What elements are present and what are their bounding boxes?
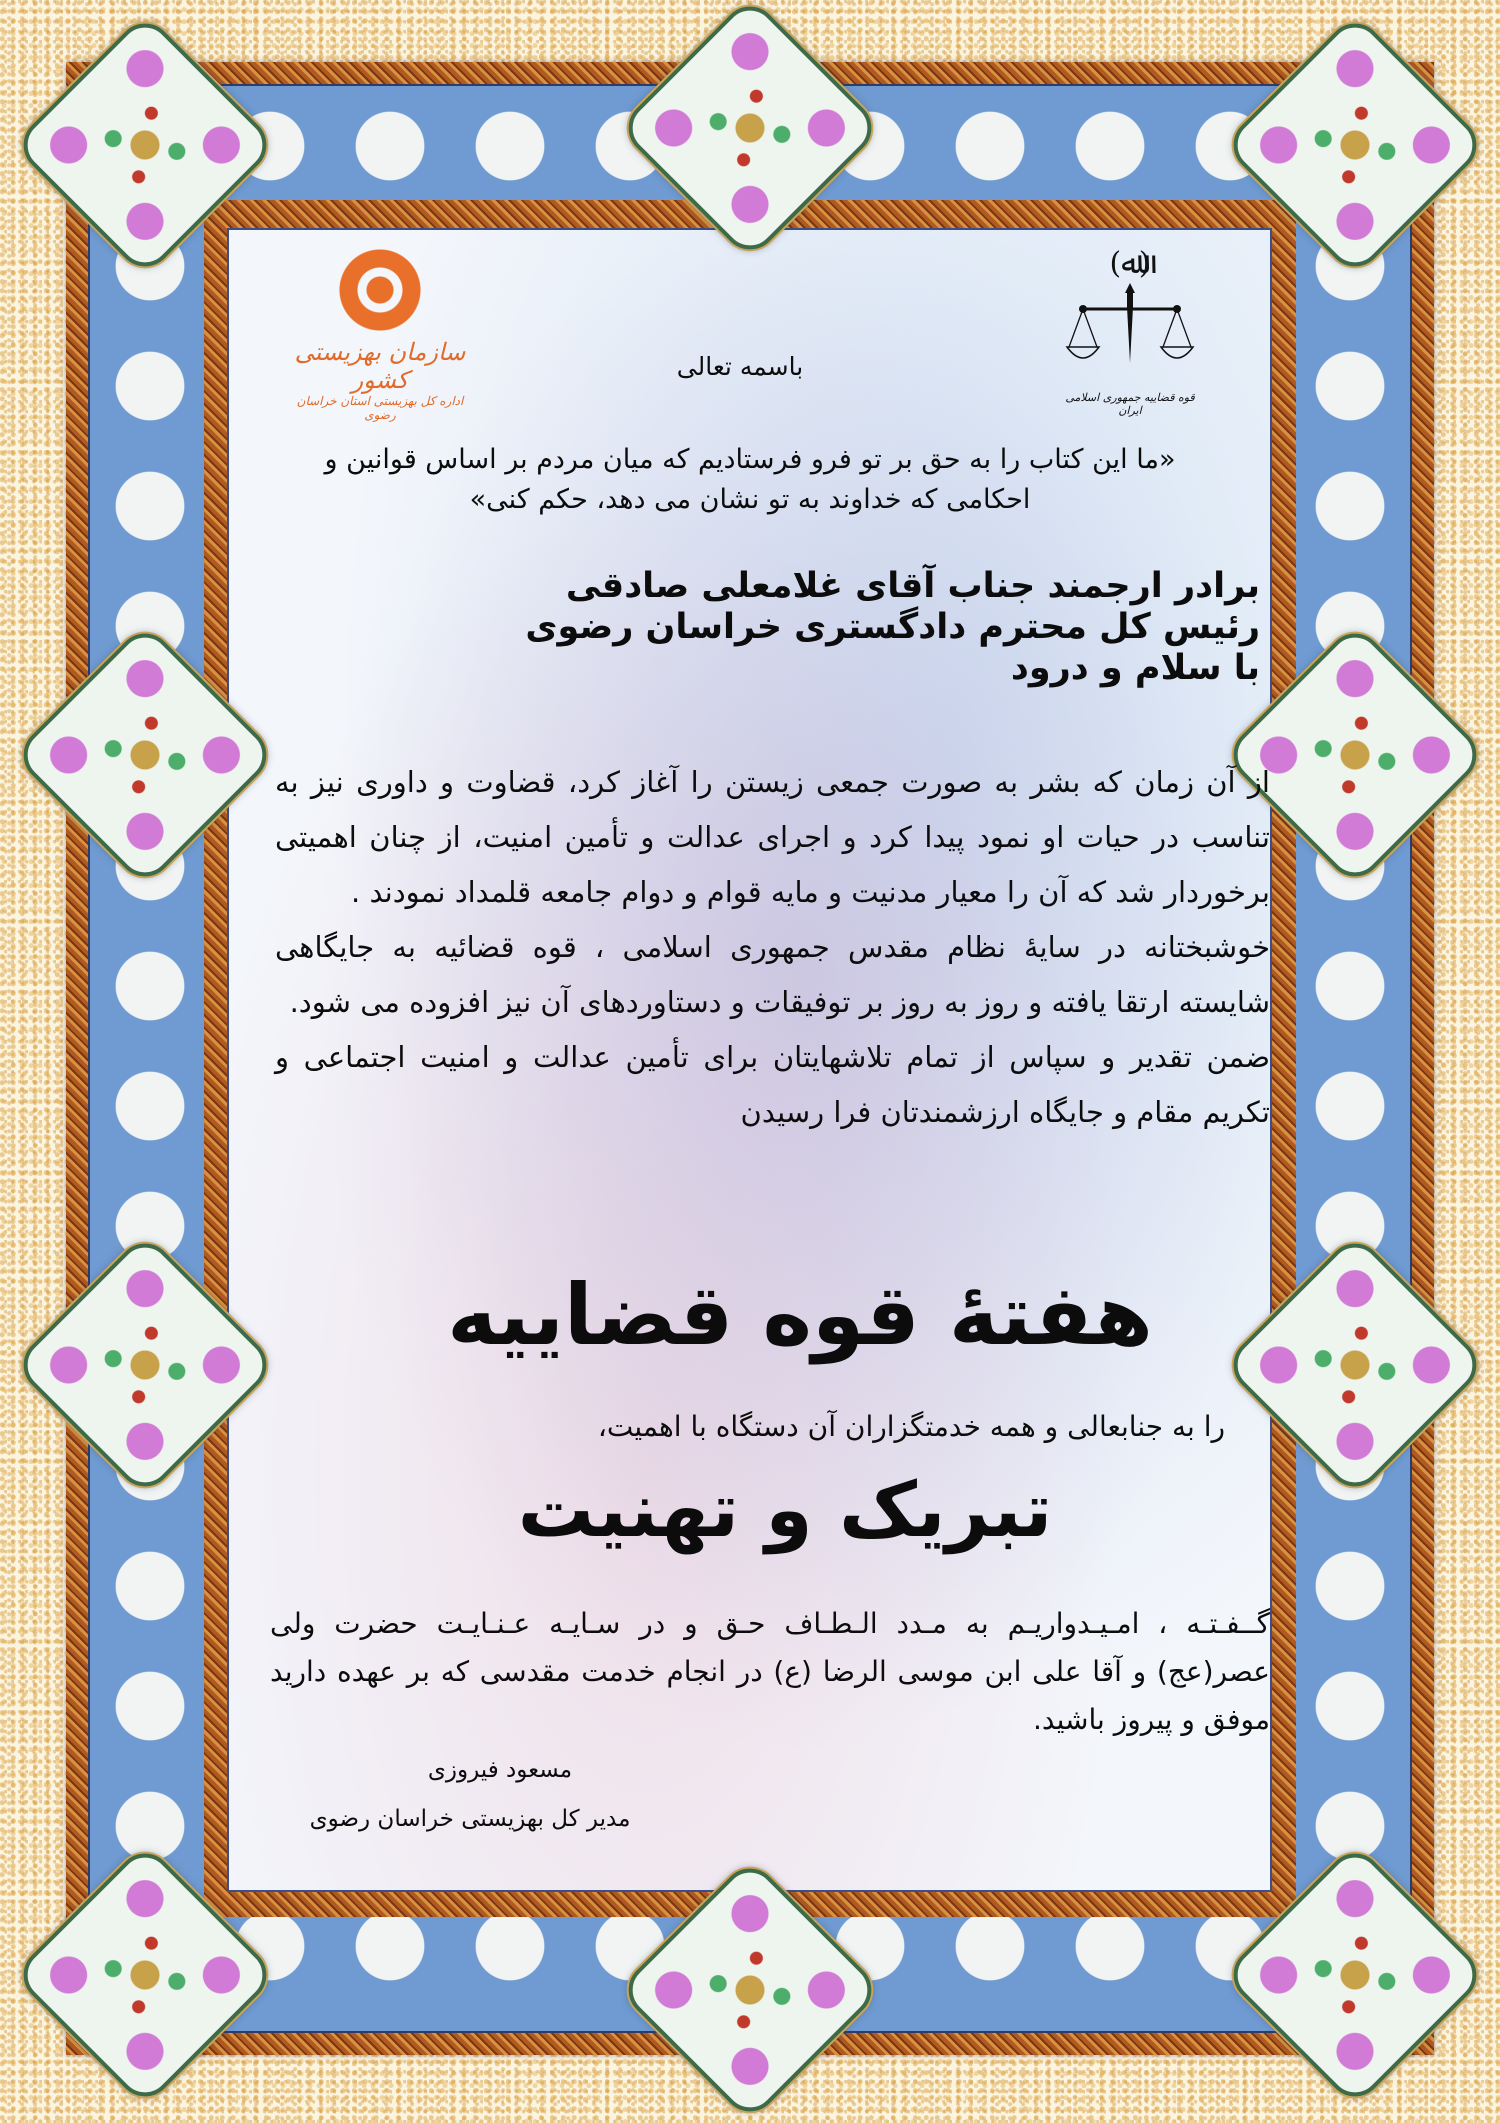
signature-name: مسعود فیروزی — [427, 1757, 573, 1783]
congratulations-headline: تبریک و تهنیت — [517, 1465, 1053, 1554]
emblem-caption: قوه قضاییه جمهوری اسلامی ایران — [1065, 391, 1195, 417]
address-line-3: با سلام و درود — [1010, 648, 1260, 688]
logo-sub-name: اداره کل بهزیستی استان خراسان رضوی — [296, 394, 464, 422]
address-line-1: برادر ارجمند جناب آقای غلامعلی صادقی — [565, 566, 1260, 606]
scales-of-justice-icon — [1065, 245, 1195, 385]
welfare-organization-logo — [285, 248, 475, 422]
congrats-line: را به جنابعالی و همه خدمتگزاران آن دستگاه با اهمیت، — [597, 1410, 1225, 1443]
quran-verse — [270, 440, 1230, 520]
flower-logo-icon — [338, 248, 422, 332]
body-paragraph-3: ضمن تقدیر و سپاس از تمام تلاشهایتان برای تأمین عدالت و امنیت اجتماعی و تکریم مقام و جایگاه ارزشمندتان فرا رسیدن — [275, 1040, 1270, 1129]
body-paragraph-1: از آن زمان که بشر به صورت جمعی زیستن را آغاز کرد، قضاوت و داوری نیز به تناسب در حیات او نمود پیدا کرد و اجرای عدالت و تأمین امنیت، از چنان اهمیتی برخوردار شد که آن را معیار مدنیت و مایه قوام و دوام جامعه قلمداد نمودند . — [275, 765, 1270, 909]
letter-body — [275, 755, 1270, 1140]
verse-line-2: احکامی که خداوند به تو نشان می دهد، حکم کنی» — [469, 484, 1031, 515]
bismillah-heading: باسمه تعالی — [676, 352, 804, 381]
verse-line-1: «ما این کتاب را به حق بر تو فرو فرستادیم که میان مردم بر اساس قوانین و — [324, 444, 1176, 475]
signature-title: مدیر کل بهزیستی خراسان رضوی — [309, 1806, 631, 1832]
closing-paragraph — [270, 1600, 1270, 1744]
closing-text: گــفـتـه ، امـیـدواریـم به مـدد الـطـاف حـق و در سـایـه عـنـایـت حضرت ولی عصر(عج) و آقا علی ابن موسی الرضا (ع) در انجام خدمت مقدسی که بر عهده دارید موفق و پیروز باشید. — [270, 1607, 1270, 1736]
recipient-address — [520, 566, 1260, 689]
svg-text:(ﷲ): (ﷲ) — [1109, 246, 1151, 281]
judiciary-week-headline: هفتۀ قوه قضاییه — [447, 1266, 1153, 1364]
body-paragraph-2: خوشبختانه در سایۀ نظام مقدس جمهوری اسلامی ، قوه قضائیه به جایگاهی شایسته ارتقا یافته و روز به روز بر توفیقات و دستاوردهای آن نیز افزوده می شود. — [275, 930, 1270, 1019]
judiciary-emblem — [1060, 245, 1200, 417]
logo-org-name: سازمان بهزیستی کشور — [294, 338, 466, 394]
address-line-2: رئیس کل محترم دادگستری خراسان رضوی — [525, 607, 1260, 647]
